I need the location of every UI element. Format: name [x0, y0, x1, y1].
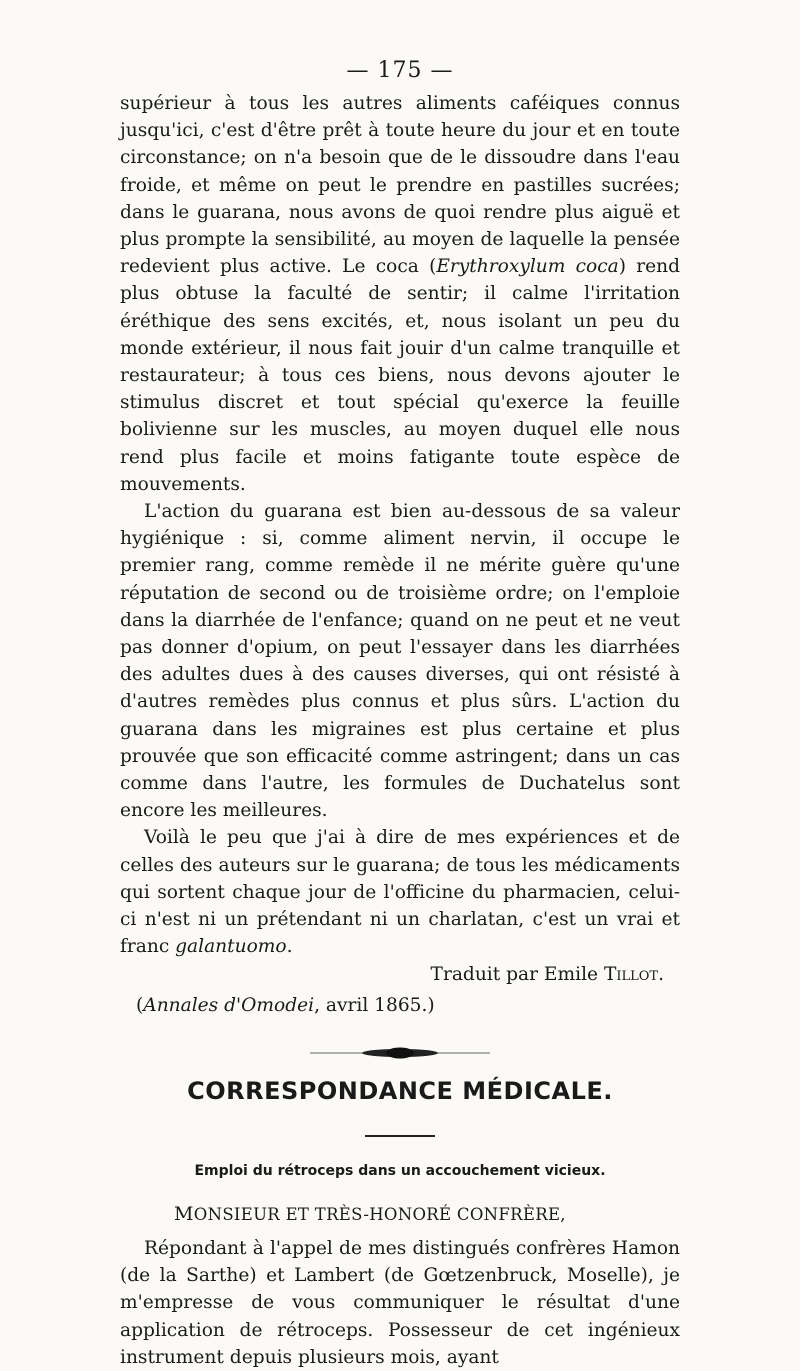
salutation: MONSIEUR ET TRÈS-HONORÉ CONFRÈRE, [174, 1202, 566, 1225]
species-name: Erythroxylum coca [436, 256, 619, 278]
paragraph-conclusion: Voilà le peu que j'ai à dire de mes expériences et de celles des auteurs sur le guarana; de tous les médicaments qui sortent chaque jour de l'officine du pharmacien, celui-ci n'est ni un prétendant ni un charlatan, c'est un vrai et franc galantuomo. [120, 827, 680, 958]
page-body [120, 90, 680, 1371]
page-number: — 175 — [346, 58, 454, 83]
section-title: CORRESPONDANCE MÉDICALE. [187, 1076, 613, 1105]
article-title: Emploi du rétroceps dans un accouchement vicieux. [194, 1162, 606, 1179]
ornament-divider-icon [310, 1046, 490, 1060]
ornament-divider [120, 1045, 680, 1061]
translator-signature: Traduit par Emile Tillot. [430, 963, 664, 985]
source-citation: (Annales d'Omodei, avril 1865.) [136, 994, 435, 1016]
paragraph-guarana-coca: supérieur à tous les autres aliments caféiques connus jusqu'ici, c'est d'être prêt à toute heure du jour et en toute circonstance; on n'a besoin que de le dissoudre dans l'eau froide, et même on peut le prendre en pastilles sucrées; dans le guarana, nous avons de quoi rendre plus aiguë et plus prompte la sensibilité, au moyen de laquelle la pensée redevient plus active. Le coca (Erythroxylum coca) rend plus obtuse la faculté de sentir; il calme l'irritation éréthique des sens excités, et, nous isolant un peu du monde extérieur, il nous fait jouir d'un calme tranquille et restaurateur; à tous ces biens, nous devons ajouter le stimulus discret et tout spécial qu'exerce la feuille bolivienne sur les muscles, au moyen duquel elle nous rend plus facile et moins fatigante toute espèce de mouvements. [120, 93, 681, 495]
paragraph-letter: Répondant à l'appel de mes distingués confrères Hamon (de la Sarthe) et Lambert (de Gœtzenbruck, Moselle), je m'empresse de vous communiquer le résultat d'une application de rétroceps. Possesseur de cet ingénieux instrument depuis plusieurs mois, ayant [120, 1237, 680, 1368]
italic-term: galantuomo [175, 936, 287, 958]
section-rule [365, 1135, 435, 1137]
paragraph-guarana-action: L'action du guarana est bien au-dessous de sa valeur hygiénique : si, comme aliment nervin, il occupe le premier rang, comme remède il ne mérite guère qu'une réputation de second ou de troisième ordre; on l'emploie dans la diarrhée de l'enfance; quand on ne peut et ne veut pas donner d'opium, on peut l'essayer dans les diarrhées des adultes dues à des causes diverses, qui ont résisté à d'autres remèdes plus connus et plus sûrs. L'action du guarana dans les migraines est plus certaine et plus prouvée que son efficacité comme astringent; dans un cas comme dans l'autre, les formules de Duchatelus sont encore les meilleures. [120, 501, 680, 822]
